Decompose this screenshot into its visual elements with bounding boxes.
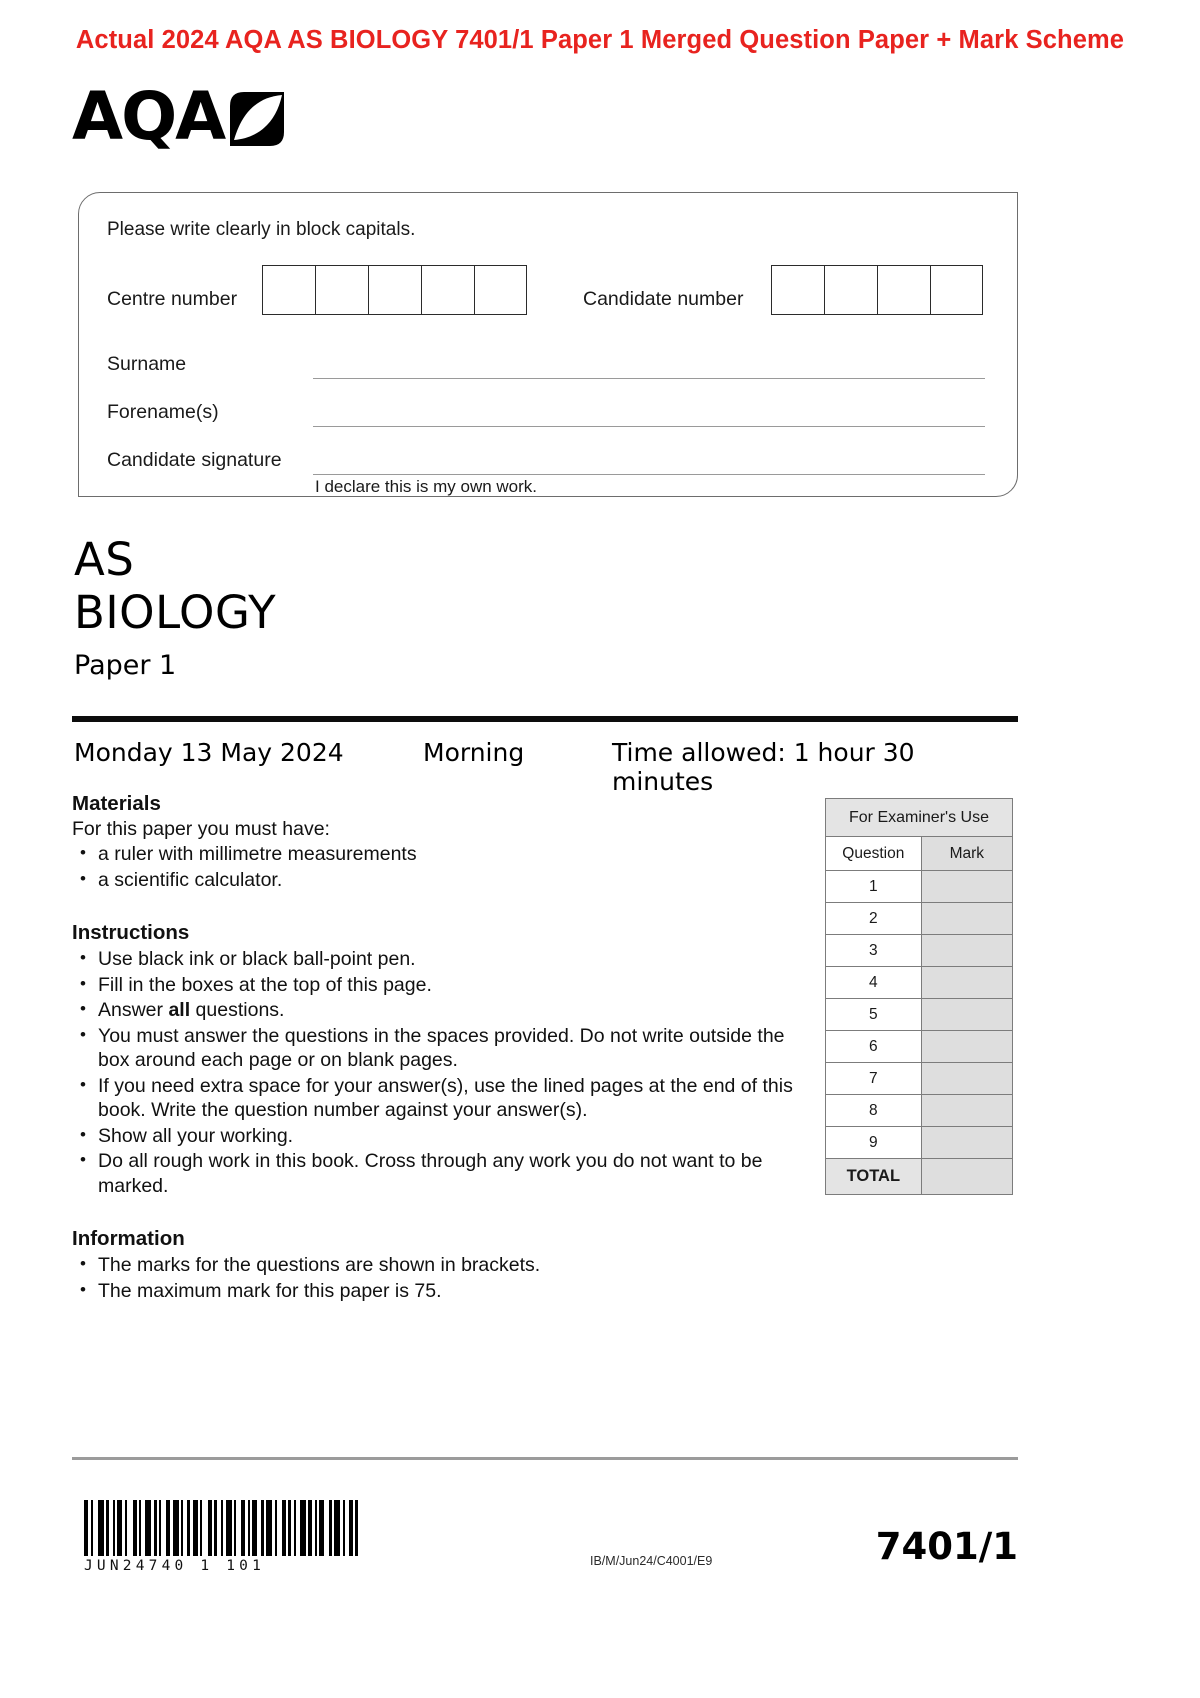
table-row [826, 1031, 1013, 1063]
mark-cell[interactable] [921, 1063, 1012, 1095]
total-label: TOTAL [826, 1159, 922, 1195]
centre-number-cell[interactable] [262, 265, 315, 315]
centre-number-cell[interactable] [368, 265, 421, 315]
candidate-number-input[interactable] [771, 265, 983, 315]
aqa-wordmark: AQA [72, 78, 225, 155]
centre-number-cell[interactable] [315, 265, 368, 315]
list-item: • Use black ink or black ball-point pen. [72, 947, 802, 972]
question-number: 7 [826, 1063, 922, 1095]
mark-cell[interactable] [921, 1031, 1012, 1063]
list-item: • a ruler with millimetre measurements [72, 842, 802, 867]
information-list [72, 1253, 802, 1303]
surname-label: Surname [107, 353, 187, 375]
mark-cell[interactable] [921, 967, 1012, 999]
paper-code: 7401/1 [875, 1525, 1018, 1568]
forename-label: Forename(s) [107, 401, 219, 423]
table-row [826, 1063, 1013, 1095]
question-number: 8 [826, 1095, 922, 1127]
examiner-table-header-question: Question [826, 837, 922, 871]
qualification-level: AS [74, 533, 135, 586]
exam-date: Monday 13 May 2024 [74, 738, 344, 767]
candidate-number-cell[interactable] [824, 265, 877, 315]
declaration-text: I declare this is my own work. [315, 477, 538, 496]
table-row [826, 871, 1013, 903]
question-number: 1 [826, 871, 922, 903]
table-row [826, 935, 1013, 967]
candidate-number-label: Candidate number [583, 288, 744, 310]
aqa-leaf-icon [228, 90, 286, 148]
centre-number-label: Centre number [107, 288, 238, 310]
examiner-table-title: For Examiner's Use [826, 799, 1013, 837]
candidate-number-cell[interactable] [877, 265, 930, 315]
centre-number-cell[interactable] [421, 265, 474, 315]
list-item: • If you need extra space for your answer(s), use the lined pages at the end of this book. Write the question number against your answer(s). [72, 1074, 802, 1123]
barcode-label: JUN24740 1 101 [84, 1558, 266, 1574]
materials-lead: For this paper you must have: [72, 818, 330, 840]
question-number: 3 [826, 935, 922, 967]
table-row [826, 1095, 1013, 1127]
table-row [826, 967, 1013, 999]
aqa-logo [72, 78, 286, 155]
page-title-banner: Actual 2024 AQA AS BIOLOGY 7401/1 Paper 1 Merged Question Paper + Mark Scheme [75, 26, 1125, 54]
exam-session: Morning [423, 738, 525, 767]
question-number: 9 [826, 1127, 922, 1159]
block-capitals-instruction: Please write clearly in block capitals. [107, 219, 416, 240]
surname-input[interactable] [313, 378, 985, 379]
footer-divider [72, 1457, 1018, 1460]
mark-cell[interactable] [921, 999, 1012, 1031]
materials-list [72, 842, 802, 892]
forename-input[interactable] [313, 426, 985, 427]
list-item: • The maximum mark for this paper is 75. [72, 1279, 802, 1304]
table-row-total [826, 1159, 1013, 1195]
print-code: IB/M/Jun24/C4001/E9 [590, 1554, 713, 1568]
instructions-heading: Instructions [72, 921, 190, 944]
for-examiners-use-table [825, 798, 1013, 1195]
list-item: • Fill in the boxes at the top of this page. [72, 973, 802, 998]
list-item: • The marks for the questions are shown in brackets. [72, 1253, 802, 1278]
mark-cell[interactable] [921, 871, 1012, 903]
information-heading: Information [72, 1227, 185, 1250]
subject-title: BIOLOGY [74, 586, 277, 639]
candidate-number-cell[interactable] [930, 265, 983, 315]
mark-cell[interactable] [921, 903, 1012, 935]
total-mark-cell[interactable] [921, 1159, 1012, 1195]
question-number: 5 [826, 999, 922, 1031]
examiner-table-header-mark: Mark [921, 837, 1012, 871]
table-row [826, 1127, 1013, 1159]
barcode-icon [84, 1500, 404, 1556]
mark-cell[interactable] [921, 1095, 1012, 1127]
paper-label: Paper 1 [74, 650, 177, 681]
question-number: 2 [826, 903, 922, 935]
exam-meta-row [74, 738, 1020, 796]
materials-heading: Materials [72, 792, 161, 815]
mark-cell[interactable] [921, 1127, 1012, 1159]
question-number: 6 [826, 1031, 922, 1063]
list-item: • Show all your working. [72, 1124, 802, 1149]
candidate-signature-label: Candidate signature [107, 449, 282, 471]
title-divider [72, 716, 1018, 722]
candidate-signature-input[interactable] [313, 474, 985, 475]
candidate-details-box [78, 192, 1018, 497]
list-item: • Do all rough work in this book. Cross through any work you do not want to be marked. [72, 1149, 802, 1198]
instructions-list [72, 947, 802, 1198]
centre-number-cell[interactable] [474, 265, 527, 315]
exam-time-allowed: Time allowed: 1 hour 30 minutes [612, 738, 915, 796]
list-item: • a scientific calculator. [72, 868, 802, 893]
table-row [826, 903, 1013, 935]
list-item: • You must answer the questions in the spaces provided. Do not write outside the box around each page or on blank pages. [72, 1024, 802, 1073]
list-item: • Answer all questions. [72, 998, 802, 1023]
question-number: 4 [826, 967, 922, 999]
candidate-number-cell[interactable] [771, 265, 824, 315]
centre-number-input[interactable] [262, 265, 527, 315]
table-row [826, 999, 1013, 1031]
mark-cell[interactable] [921, 935, 1012, 967]
instructions-column [72, 792, 802, 1304]
